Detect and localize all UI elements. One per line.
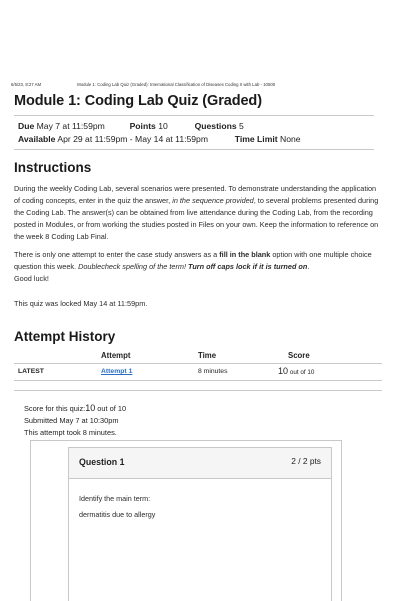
question-card — [68, 447, 332, 601]
instructions-text: During the weekly Coding Lab, several scenarios were presented. To demonstrate understanding the application of coding concepts, enter in the quiz the answer, — [14, 184, 377, 205]
time-limit-label: Time Limit — [234, 134, 278, 144]
print-header — [11, 82, 390, 87]
attempt-1-link[interactable]: Attempt 1 — [101, 368, 133, 375]
question-max-points: / 2 pts — [298, 456, 321, 466]
instructions-text: . — [307, 262, 310, 271]
instructions-paragraph-2 — [14, 249, 380, 285]
question-title: Question 1 — [79, 457, 125, 467]
submitted-info: Submitted May 7 at 10:30pm — [24, 416, 119, 425]
quiz-meta-row-2 — [18, 134, 301, 144]
score-summary-value: 10 — [85, 403, 96, 413]
question-card-header — [69, 448, 331, 479]
attempt-time: 8 minutes — [198, 368, 228, 375]
latest-label: LATEST — [18, 368, 44, 375]
score-summary-label: Score for this quiz: — [24, 404, 86, 413]
questions-value: 5 — [239, 121, 244, 131]
instructions-text: Good luck! — [14, 274, 49, 283]
questions-label: Questions — [194, 121, 237, 131]
quiz-title: Module 1: Coding Lab Quiz (Graded) — [14, 93, 262, 109]
score-summary-suffix: out of 10 — [97, 404, 127, 413]
attempt-score-suffix: out of 10 — [289, 369, 315, 376]
instructions-text: option with one multiple choice question this week. — [14, 250, 372, 271]
divider — [14, 115, 374, 116]
available-label: Available — [18, 134, 56, 144]
table-row-divider — [14, 380, 382, 381]
score-summary — [24, 403, 126, 413]
divider — [14, 149, 374, 150]
column-header-attempt: Attempt — [101, 351, 131, 360]
attempt-history-heading: Attempt History — [14, 329, 116, 344]
column-header-score: Score — [288, 351, 310, 360]
instructions-emphasis: Doublecheck spelling of the term! — [78, 262, 186, 271]
attempt-score-value: 10 — [278, 366, 289, 376]
due-label: Due — [18, 121, 35, 131]
points-value: 10 — [158, 121, 168, 131]
due-value: May 7 at 11:59pm — [36, 121, 105, 131]
points-label: Points — [129, 121, 156, 131]
question-score: 2 — [291, 456, 296, 466]
available-value: Apr 29 at 11:59pm - May 14 at 11:59pm — [57, 134, 208, 144]
instructions-heading: Instructions — [14, 160, 92, 175]
print-timestamp: 6/5/23, 8:27 AM — [11, 82, 42, 87]
column-header-time: Time — [198, 351, 217, 360]
instructions-emphasis: in the sequence provided — [172, 196, 254, 205]
quiz-meta-row-1 — [18, 121, 244, 131]
attempt-duration: This attempt took 8 minutes. — [24, 428, 117, 437]
question-prompt: Identify the main term: — [79, 494, 151, 503]
table-header-divider — [14, 363, 382, 364]
question-points — [291, 456, 321, 466]
instructions-bold: fill in the blank — [219, 250, 271, 259]
question-text: dermatitis due to allergy — [79, 510, 156, 519]
time-limit-value: None — [279, 134, 301, 144]
instructions-paragraph-1 — [14, 183, 380, 243]
section-divider — [14, 390, 382, 391]
instructions-text: , to several problems presented during the Coding Lab. The answer(s) can be obtained from live attendance during the Coding Lab, from the recording posted in Modules, or from working the studies posted in Files on your own. Keep the information to reference on the week 8 Coding Lab Final. — [14, 196, 379, 241]
instructions-text: There is only one attempt to enter the case study answers as a — [14, 250, 220, 259]
print-page-title: Module 1: Coding Lab Quiz (Graded): International Classification of Diseases Coding II with Lab - 10500 — [77, 82, 276, 87]
locked-notice: This quiz was locked May 14 at 11:59pm. — [14, 299, 148, 308]
instructions-strong-emphasis: Turn off caps lock if it is turned on — [185, 262, 308, 271]
attempt-score — [278, 366, 314, 376]
